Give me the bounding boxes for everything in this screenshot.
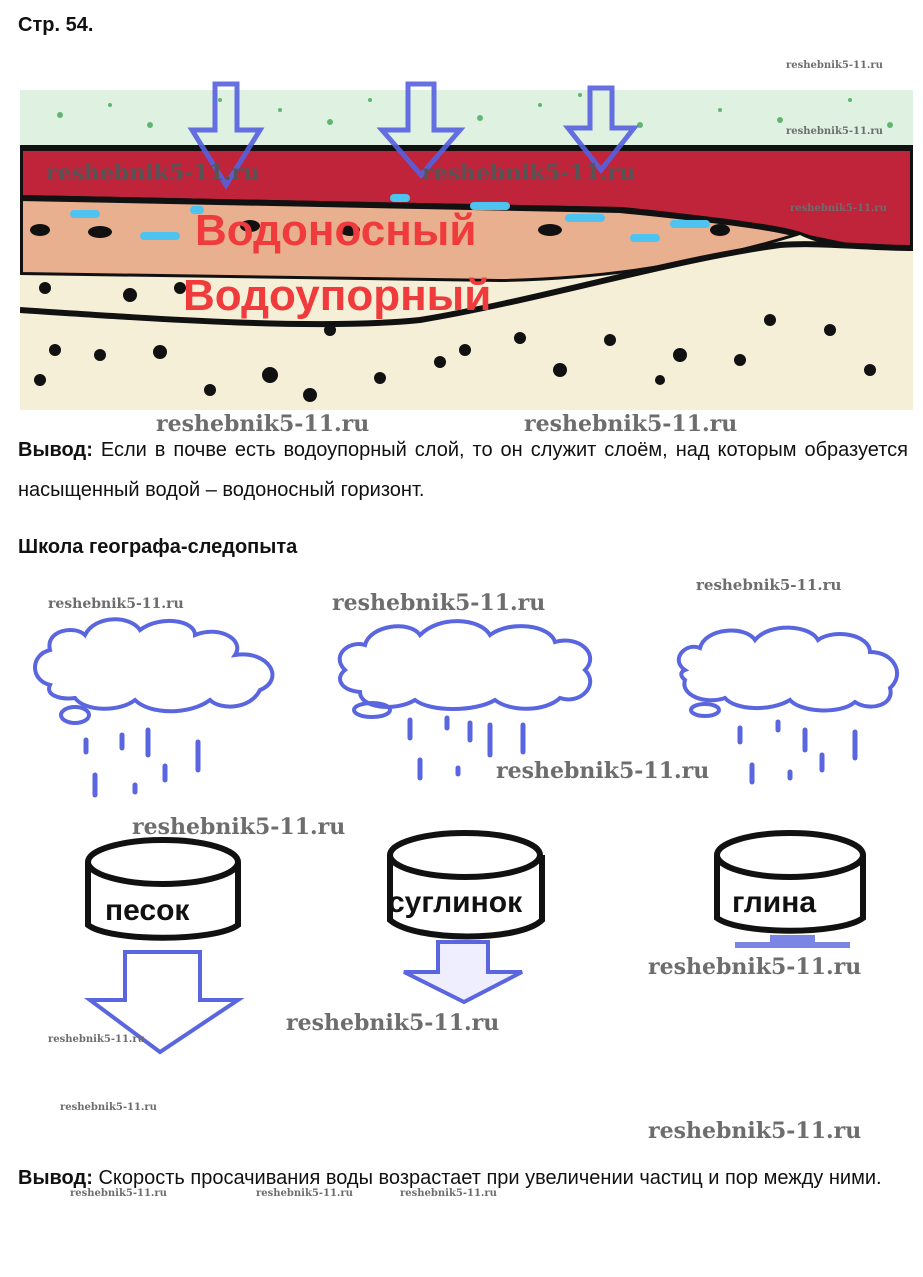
- aquiclude-label: Водоупорный: [183, 271, 492, 320]
- cloud-icon: [35, 619, 272, 723]
- watermark: reshebnik5-11.ru: [496, 758, 710, 784]
- watermark: reshebnik5-11.ru: [46, 160, 260, 186]
- soil-layers-diagram: [20, 70, 913, 410]
- small-drain-icon: [735, 935, 850, 948]
- conclusion-text: Если в почве есть водоупорный слой, то он служит слоём, над которым образуется насыщенный водой – водоносный горизонт.: [18, 439, 908, 501]
- watermark: reshebnik5-11.ru: [696, 576, 842, 594]
- section-title: Школа географа-следопыта: [18, 536, 298, 558]
- watermark: reshebnik5-11.ru: [48, 1034, 145, 1045]
- watermark: reshebnik5-11.ru: [790, 203, 887, 214]
- watermark: reshebnik5-11.ru: [256, 1188, 353, 1199]
- medium-drain-arrow-icon: [404, 942, 522, 1002]
- rain-drops: [740, 722, 855, 782]
- watermark: reshebnik5-11.ru: [648, 954, 862, 980]
- conclusion-label: Вывод:: [18, 439, 93, 461]
- watermark: reshebnik5-11.ru: [524, 411, 738, 437]
- watermark: reshebnik5-11.ru: [786, 126, 883, 137]
- loam-container: [390, 833, 542, 937]
- clay-label: глина: [732, 886, 817, 919]
- sand-label: песок: [105, 894, 190, 927]
- cloud-icon: [679, 628, 897, 716]
- aquifer-label: Водоносный: [195, 206, 477, 255]
- watermark: reshebnik5-11.ru: [156, 411, 370, 437]
- conclusion-1: [18, 430, 908, 510]
- conclusion-text: Скорость просачивания воды возрастает при увеличении частиц и пор между ними.: [98, 1167, 882, 1189]
- watermark: reshebnik5-11.ru: [786, 60, 883, 71]
- rain-drops: [86, 730, 198, 795]
- watermark: reshebnik5-11.ru: [332, 590, 546, 616]
- watermark: reshebnik5-11.ru: [648, 1118, 862, 1144]
- watermark: reshebnik5-11.ru: [60, 1102, 157, 1113]
- page-title: Стр. 54.: [18, 14, 94, 36]
- watermark: reshebnik5-11.ru: [422, 160, 636, 186]
- cloud-icon: [340, 621, 591, 717]
- watermark: reshebnik5-11.ru: [70, 1188, 167, 1199]
- watermark: reshebnik5-11.ru: [286, 1010, 500, 1036]
- loam-label: суглинок: [388, 886, 523, 919]
- watermark: reshebnik5-11.ru: [132, 814, 346, 840]
- watermark: reshebnik5-11.ru: [400, 1188, 497, 1199]
- conclusion-label: Вывод:: [18, 1167, 93, 1189]
- watermark: reshebnik5-11.ru: [48, 596, 184, 612]
